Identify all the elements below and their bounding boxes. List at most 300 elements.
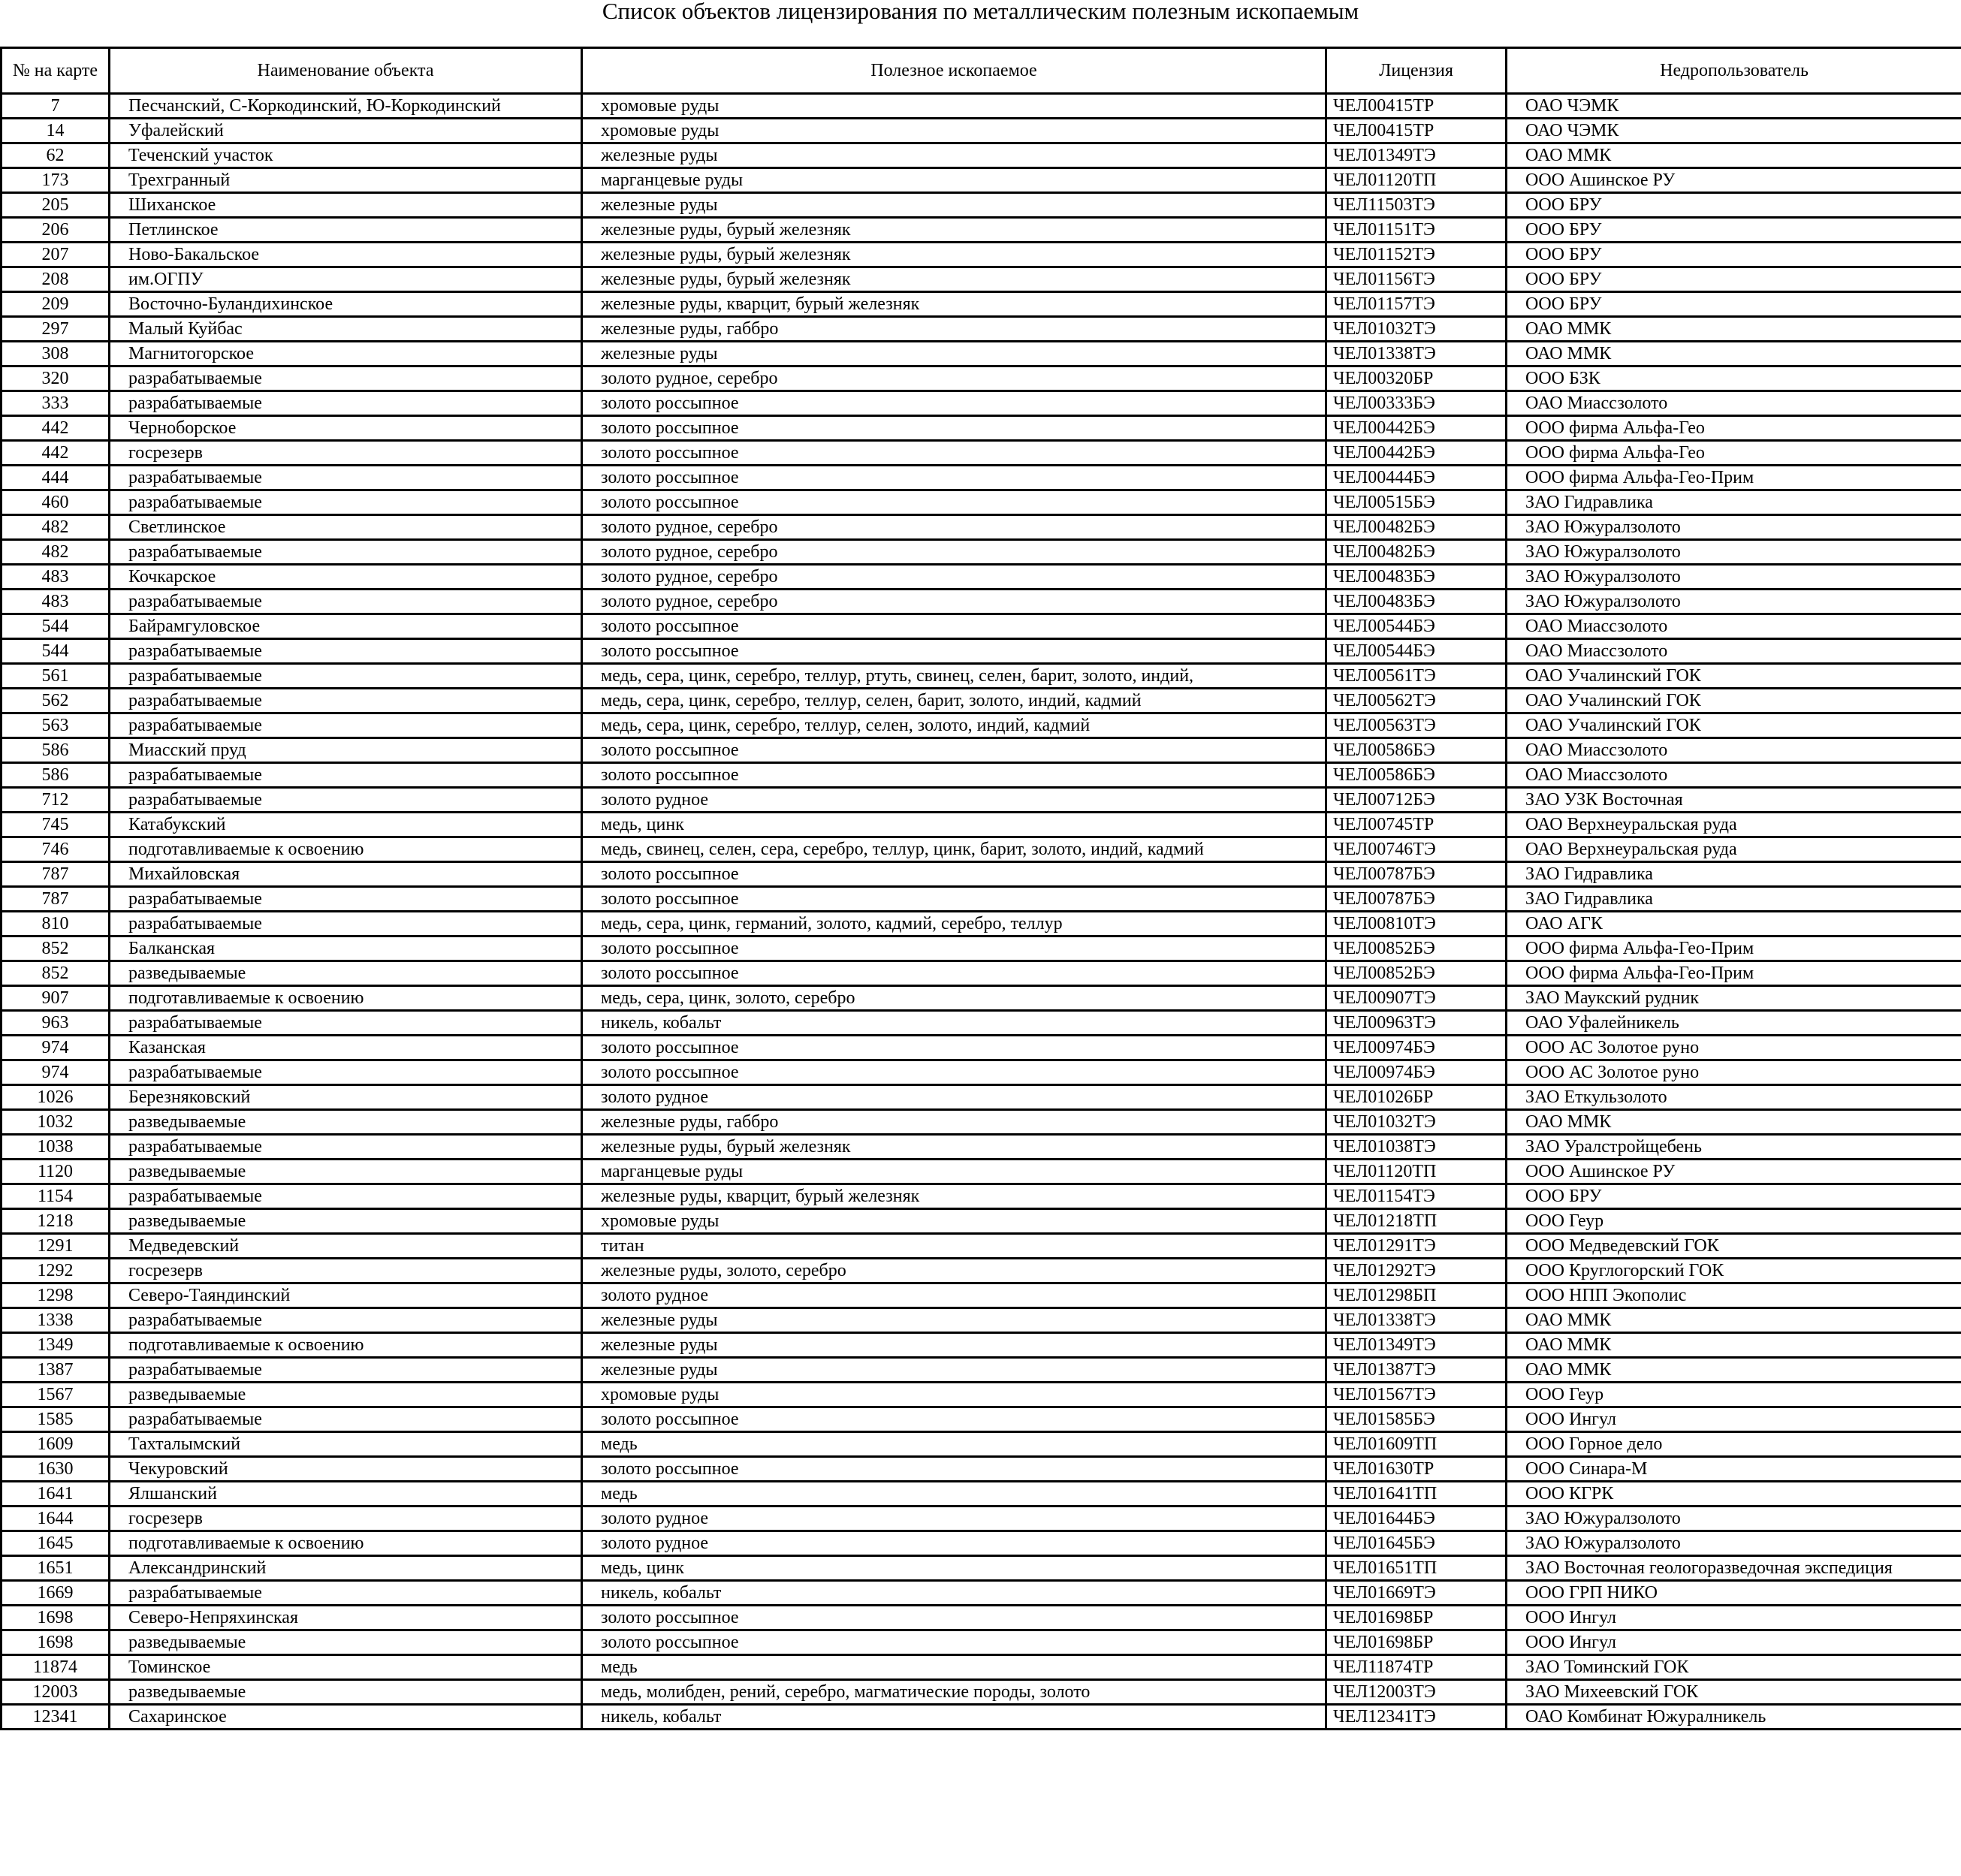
document-title: Список объектов лицензирования по металлическим полезным ископаемым bbox=[602, 0, 1359, 24]
object-name-cell: Малый Куйбас bbox=[110, 317, 582, 342]
license-cell: ЧЕЛ00561ТЭ bbox=[1326, 664, 1507, 689]
map-number-cell: 1026 bbox=[2, 1085, 110, 1110]
object-name-cell: Песчанский, С-Коркодинский, Ю-Коркодинский bbox=[110, 94, 582, 119]
license-cell: ЧЕЛ00483БЭ bbox=[1326, 565, 1507, 590]
mineral-cell: золото россыпное bbox=[582, 738, 1326, 763]
mineral-cell: золото россыпное bbox=[582, 639, 1326, 664]
mineral-cell: золото россыпное bbox=[582, 614, 1326, 639]
object-name-cell: разрабатываемые bbox=[110, 540, 582, 565]
subsoil-user-cell: ЗАО Южуралзолото bbox=[1507, 565, 1961, 590]
table-row bbox=[2, 813, 1961, 837]
mineral-cell: железные руды, бурый железняк bbox=[582, 218, 1326, 243]
header-subsoil-user: Недропользователь bbox=[1507, 48, 1961, 94]
mineral-cell: золото рудное bbox=[582, 1085, 1326, 1110]
license-cell: ЧЕЛ00320БР bbox=[1326, 366, 1507, 391]
license-cell: ЧЕЛ01645БЭ bbox=[1326, 1531, 1507, 1556]
table-row bbox=[2, 1457, 1961, 1482]
subsoil-user-cell: ЗАО Гидравлика bbox=[1507, 490, 1961, 515]
license-cell: ЧЕЛ01032ТЭ bbox=[1326, 1110, 1507, 1135]
table-row bbox=[2, 986, 1961, 1011]
table-row bbox=[2, 1234, 1961, 1259]
mineral-cell: хромовые руды bbox=[582, 119, 1326, 143]
license-cell: ЧЕЛ12003ТЭ bbox=[1326, 1680, 1507, 1705]
map-number-cell: 562 bbox=[2, 689, 110, 713]
object-name-cell: Александринский bbox=[110, 1556, 582, 1581]
subsoil-user-cell: ОАО ММК bbox=[1507, 342, 1961, 366]
table-row bbox=[2, 1184, 1961, 1209]
mineral-cell: железные руды, кварцит, бурый железняк bbox=[582, 292, 1326, 317]
table-row bbox=[2, 912, 1961, 936]
table-row bbox=[2, 590, 1961, 614]
map-number-cell: 787 bbox=[2, 887, 110, 912]
mineral-cell: никель, кобальт bbox=[582, 1705, 1326, 1730]
map-number-cell: 1120 bbox=[2, 1160, 110, 1184]
map-number-cell: 563 bbox=[2, 713, 110, 738]
table-row bbox=[2, 218, 1961, 243]
subsoil-user-cell: ОАО Комбинат Южуралникель bbox=[1507, 1705, 1961, 1730]
object-name-cell: разведываемые bbox=[110, 961, 582, 986]
subsoil-user-cell: ООО ГРП НИКО bbox=[1507, 1581, 1961, 1606]
subsoil-user-cell: ООО фирма Альфа-Гео-Прим bbox=[1507, 936, 1961, 961]
object-name-cell: Шиханское bbox=[110, 193, 582, 218]
subsoil-user-cell: ООО Ингул bbox=[1507, 1407, 1961, 1432]
table-row bbox=[2, 887, 1961, 912]
mineral-cell: золото россыпное bbox=[582, 887, 1326, 912]
license-cell: ЧЕЛ00515БЭ bbox=[1326, 490, 1507, 515]
mineral-cell: золото россыпное bbox=[582, 1407, 1326, 1432]
object-name-cell: разрабатываемые bbox=[110, 1581, 582, 1606]
map-number-cell: 7 bbox=[2, 94, 110, 119]
table-row bbox=[2, 1581, 1961, 1606]
object-name-cell: разрабатываемые bbox=[110, 912, 582, 936]
subsoil-user-cell: ОАО Учалинский ГОК bbox=[1507, 689, 1961, 713]
table-row bbox=[2, 243, 1961, 267]
object-name-cell: разрабатываемые bbox=[110, 1135, 582, 1160]
table-row bbox=[2, 143, 1961, 168]
license-cell: ЧЕЛ01651ТП bbox=[1326, 1556, 1507, 1581]
license-cell: ЧЕЛ01387ТЭ bbox=[1326, 1358, 1507, 1383]
table-row bbox=[2, 1209, 1961, 1234]
object-name-cell: им.ОГПУ bbox=[110, 267, 582, 292]
mineral-cell: титан bbox=[582, 1234, 1326, 1259]
mineral-cell: железные руды, бурый железняк bbox=[582, 243, 1326, 267]
table-row bbox=[2, 416, 1961, 441]
mineral-cell: железные руды, бурый железняк bbox=[582, 267, 1326, 292]
subsoil-user-cell: ОАО Верхнеуральская руда bbox=[1507, 837, 1961, 862]
license-cell: ЧЕЛ00482БЭ bbox=[1326, 515, 1507, 540]
license-cell: ЧЕЛ00442БЭ bbox=[1326, 416, 1507, 441]
subsoil-user-cell: ООО Ашинское РУ bbox=[1507, 168, 1961, 193]
subsoil-user-cell: ООО Синара-М bbox=[1507, 1457, 1961, 1482]
license-cell: ЧЕЛ00444БЭ bbox=[1326, 466, 1507, 490]
license-cell: ЧЕЛ01338ТЭ bbox=[1326, 342, 1507, 366]
mineral-cell: золото рудное bbox=[582, 1283, 1326, 1308]
subsoil-user-cell: ЗАО Южуралзолото bbox=[1507, 590, 1961, 614]
table-row bbox=[2, 1333, 1961, 1358]
mineral-cell: никель, кобальт bbox=[582, 1011, 1326, 1036]
map-number-cell: 712 bbox=[2, 788, 110, 813]
mineral-cell: железные руды bbox=[582, 143, 1326, 168]
map-number-cell: 11874 bbox=[2, 1655, 110, 1680]
subsoil-user-cell: ЗАО Южуралзолото bbox=[1507, 540, 1961, 565]
map-number-cell: 1387 bbox=[2, 1358, 110, 1383]
object-name-cell: подготавливаемые к освоению bbox=[110, 837, 582, 862]
table-row bbox=[2, 1482, 1961, 1507]
subsoil-user-cell: ОАО Учалинский ГОК bbox=[1507, 664, 1961, 689]
license-cell: ЧЕЛ00563ТЭ bbox=[1326, 713, 1507, 738]
subsoil-user-cell: ОАО АГК bbox=[1507, 912, 1961, 936]
object-name-cell: разрабатываемые bbox=[110, 391, 582, 416]
license-cell: ЧЕЛ00482БЭ bbox=[1326, 540, 1507, 565]
mineral-cell: никель, кобальт bbox=[582, 1581, 1326, 1606]
subsoil-user-cell: ООО БРУ bbox=[1507, 267, 1961, 292]
subsoil-user-cell: ОАО Учалинский ГОК bbox=[1507, 713, 1961, 738]
object-name-cell: госрезерв bbox=[110, 1507, 582, 1531]
table-row bbox=[2, 936, 1961, 961]
license-cell: ЧЕЛ01698БР bbox=[1326, 1630, 1507, 1655]
license-cell: ЧЕЛ00544БЭ bbox=[1326, 639, 1507, 664]
object-name-cell: Восточно-Буландихинское bbox=[110, 292, 582, 317]
object-name-cell: разрабатываемые bbox=[110, 713, 582, 738]
object-name-cell: разрабатываемые bbox=[110, 763, 582, 788]
mineral-cell: марганцевые руды bbox=[582, 1160, 1326, 1184]
table-row bbox=[2, 490, 1961, 515]
table-row bbox=[2, 1036, 1961, 1060]
license-cell: ЧЕЛ00974БЭ bbox=[1326, 1036, 1507, 1060]
subsoil-user-cell: ОАО Уфалейникель bbox=[1507, 1011, 1961, 1036]
mineral-cell: золото россыпное bbox=[582, 441, 1326, 466]
license-cell: ЧЕЛ00415ТР bbox=[1326, 94, 1507, 119]
subsoil-user-cell: ЗАО Томинский ГОК bbox=[1507, 1655, 1961, 1680]
license-cell: ЧЕЛ11503ТЭ bbox=[1326, 193, 1507, 218]
subsoil-user-cell: ООО БРУ bbox=[1507, 193, 1961, 218]
map-number-cell: 852 bbox=[2, 936, 110, 961]
table-row bbox=[2, 193, 1961, 218]
object-name-cell: разрабатываемые bbox=[110, 490, 582, 515]
map-number-cell: 205 bbox=[2, 193, 110, 218]
mineral-cell: медь bbox=[582, 1482, 1326, 1507]
license-cell: ЧЕЛ01218ТП bbox=[1326, 1209, 1507, 1234]
license-cell: ЧЕЛ11874ТР bbox=[1326, 1655, 1507, 1680]
mineral-cell: медь, сера, цинк, серебро, теллур, селен, барит, золото, индий, кадмий bbox=[582, 689, 1326, 713]
map-number-cell: 586 bbox=[2, 763, 110, 788]
map-number-cell: 1698 bbox=[2, 1606, 110, 1630]
map-number-cell: 482 bbox=[2, 540, 110, 565]
license-cell: ЧЕЛ01026БР bbox=[1326, 1085, 1507, 1110]
object-name-cell: разрабатываемые bbox=[110, 1358, 582, 1383]
license-cell: ЧЕЛ01338ТЭ bbox=[1326, 1308, 1507, 1333]
object-name-cell: разведываемые bbox=[110, 1383, 582, 1407]
mineral-cell: медь, молибден, рений, серебро, магматические породы, золото bbox=[582, 1680, 1326, 1705]
table-row bbox=[2, 1011, 1961, 1036]
subsoil-user-cell: ЗАО Южуралзолото bbox=[1507, 515, 1961, 540]
subsoil-user-cell: ООО КГРК bbox=[1507, 1482, 1961, 1507]
table-row bbox=[2, 1432, 1961, 1457]
object-name-cell: Миасский пруд bbox=[110, 738, 582, 763]
license-table bbox=[0, 47, 1961, 1730]
mineral-cell: золото рудное, серебро bbox=[582, 366, 1326, 391]
map-number-cell: 746 bbox=[2, 837, 110, 862]
subsoil-user-cell: ООО БРУ bbox=[1507, 1184, 1961, 1209]
object-name-cell: разрабатываемые bbox=[110, 1011, 582, 1036]
map-number-cell: 963 bbox=[2, 1011, 110, 1036]
mineral-cell: хромовые руды bbox=[582, 1383, 1326, 1407]
license-cell: ЧЕЛ01032ТЭ bbox=[1326, 317, 1507, 342]
subsoil-user-cell: ООО Горное дело bbox=[1507, 1432, 1961, 1457]
map-number-cell: 974 bbox=[2, 1060, 110, 1085]
mineral-cell: медь, сера, цинк, серебро, теллур, ртуть, свинец, селен, барит, золото, индий, bbox=[582, 664, 1326, 689]
mineral-cell: золото рудное bbox=[582, 788, 1326, 813]
map-number-cell: 1698 bbox=[2, 1630, 110, 1655]
object-name-cell: Теченский участок bbox=[110, 143, 582, 168]
license-cell: ЧЕЛ01349ТЭ bbox=[1326, 143, 1507, 168]
subsoil-user-cell: ОАО ЧЭМК bbox=[1507, 94, 1961, 119]
map-number-cell: 1609 bbox=[2, 1432, 110, 1457]
license-cell: ЧЕЛ01292ТЭ bbox=[1326, 1259, 1507, 1283]
subsoil-user-cell: ОАО ММК bbox=[1507, 1333, 1961, 1358]
table-row bbox=[2, 763, 1961, 788]
table-row bbox=[2, 1308, 1961, 1333]
object-name-cell: Черноборское bbox=[110, 416, 582, 441]
subsoil-user-cell: ОАО ММК bbox=[1507, 143, 1961, 168]
map-number-cell: 974 bbox=[2, 1036, 110, 1060]
subsoil-user-cell: ООО Геур bbox=[1507, 1383, 1961, 1407]
license-cell: ЧЕЛ00974БЭ bbox=[1326, 1060, 1507, 1085]
license-cell: ЧЕЛ01567ТЭ bbox=[1326, 1383, 1507, 1407]
table-row bbox=[2, 94, 1961, 119]
subsoil-user-cell: ООО фирма Альфа-Гео-Прим bbox=[1507, 961, 1961, 986]
map-number-cell: 1644 bbox=[2, 1507, 110, 1531]
object-name-cell: разведываемые bbox=[110, 1630, 582, 1655]
subsoil-user-cell: ЗАО Михеевский ГОК bbox=[1507, 1680, 1961, 1705]
subsoil-user-cell: ОАО ММК bbox=[1507, 317, 1961, 342]
map-number-cell: 1567 bbox=[2, 1383, 110, 1407]
object-name-cell: Светлинское bbox=[110, 515, 582, 540]
object-name-cell: разрабатываемые bbox=[110, 639, 582, 664]
subsoil-user-cell: ООО АС Золотое руно bbox=[1507, 1036, 1961, 1060]
license-cell: ЧЕЛ00963ТЭ bbox=[1326, 1011, 1507, 1036]
subsoil-user-cell: ЗАО Гидравлика bbox=[1507, 887, 1961, 912]
subsoil-user-cell: ОАО Миассзолото bbox=[1507, 639, 1961, 664]
mineral-cell: золото россыпное bbox=[582, 763, 1326, 788]
object-name-cell: Чекуровский bbox=[110, 1457, 582, 1482]
object-name-cell: подготавливаемые к освоению bbox=[110, 986, 582, 1011]
table-row bbox=[2, 391, 1961, 416]
subsoil-user-cell: ЗАО Восточная геологоразведочная экспедиция bbox=[1507, 1556, 1961, 1581]
map-number-cell: 810 bbox=[2, 912, 110, 936]
license-cell: ЧЕЛ01630ТР bbox=[1326, 1457, 1507, 1482]
subsoil-user-cell: ООО БРУ bbox=[1507, 243, 1961, 267]
table-row bbox=[2, 639, 1961, 664]
table-row bbox=[2, 1556, 1961, 1581]
mineral-cell: золото россыпное bbox=[582, 466, 1326, 490]
map-number-cell: 787 bbox=[2, 862, 110, 887]
object-name-cell: разрабатываемые bbox=[110, 590, 582, 614]
license-cell: ЧЕЛ00586БЭ bbox=[1326, 763, 1507, 788]
object-name-cell: Петлинское bbox=[110, 218, 582, 243]
object-name-cell: разрабатываемые bbox=[110, 1308, 582, 1333]
object-name-cell: Кочкарское bbox=[110, 565, 582, 590]
table-row bbox=[2, 1135, 1961, 1160]
mineral-cell: золото рудное bbox=[582, 1531, 1326, 1556]
object-name-cell: подготавливаемые к освоению bbox=[110, 1531, 582, 1556]
mineral-cell: медь, цинк bbox=[582, 1556, 1326, 1581]
table-row bbox=[2, 614, 1961, 639]
object-name-cell: Северо-Непряхинская bbox=[110, 1606, 582, 1630]
subsoil-user-cell: ОАО ММК bbox=[1507, 1358, 1961, 1383]
mineral-cell: золото россыпное bbox=[582, 1630, 1326, 1655]
table-row bbox=[2, 366, 1961, 391]
subsoil-user-cell: ООО фирма Альфа-Гео bbox=[1507, 441, 1961, 466]
table-row bbox=[2, 1358, 1961, 1383]
subsoil-user-cell: ЗАО Уралстройщебень bbox=[1507, 1135, 1961, 1160]
object-name-cell: Михайловская bbox=[110, 862, 582, 887]
license-cell: ЧЕЛ00562ТЭ bbox=[1326, 689, 1507, 713]
object-name-cell: Магнитогорское bbox=[110, 342, 582, 366]
map-number-cell: 1641 bbox=[2, 1482, 110, 1507]
table-row bbox=[2, 267, 1961, 292]
license-cell: ЧЕЛ01698БР bbox=[1326, 1606, 1507, 1630]
object-name-cell: Трехгранный bbox=[110, 168, 582, 193]
subsoil-user-cell: ЗАО Южуралзолото bbox=[1507, 1531, 1961, 1556]
table-row bbox=[2, 1160, 1961, 1184]
object-name-cell: разведываемые bbox=[110, 1160, 582, 1184]
license-cell: ЧЕЛ00907ТЭ bbox=[1326, 986, 1507, 1011]
license-cell: ЧЕЛ01154ТЭ bbox=[1326, 1184, 1507, 1209]
table-row bbox=[2, 664, 1961, 689]
map-number-cell: 442 bbox=[2, 416, 110, 441]
mineral-cell: железные руды bbox=[582, 1358, 1326, 1383]
mineral-cell: золото россыпное bbox=[582, 1060, 1326, 1085]
license-cell: ЧЕЛ01644БЭ bbox=[1326, 1507, 1507, 1531]
mineral-cell: золото рудное, серебро bbox=[582, 540, 1326, 565]
subsoil-user-cell: ООО АС Золотое руно bbox=[1507, 1060, 1961, 1085]
license-cell: ЧЕЛ00852БЭ bbox=[1326, 961, 1507, 986]
subsoil-user-cell: ООО Медведевский ГОК bbox=[1507, 1234, 1961, 1259]
mineral-cell: золото россыпное bbox=[582, 1457, 1326, 1482]
mineral-cell: железные руды, габбро bbox=[582, 1110, 1326, 1135]
mineral-cell: железные руды, бурый железняк bbox=[582, 1135, 1326, 1160]
table-row bbox=[2, 466, 1961, 490]
mineral-cell: железные руды bbox=[582, 342, 1326, 366]
map-number-cell: 206 bbox=[2, 218, 110, 243]
license-cell: ЧЕЛ01291ТЭ bbox=[1326, 1234, 1507, 1259]
map-number-cell: 1645 bbox=[2, 1531, 110, 1556]
mineral-cell: железные руды bbox=[582, 1308, 1326, 1333]
mineral-cell: золото рудное, серебро bbox=[582, 590, 1326, 614]
license-cell: ЧЕЛ01157ТЭ bbox=[1326, 292, 1507, 317]
license-cell: ЧЕЛ00712БЭ bbox=[1326, 788, 1507, 813]
mineral-cell: железные руды, кварцит, бурый железняк bbox=[582, 1184, 1326, 1209]
map-number-cell: 745 bbox=[2, 813, 110, 837]
license-cell: ЧЕЛ00483БЭ bbox=[1326, 590, 1507, 614]
map-number-cell: 1038 bbox=[2, 1135, 110, 1160]
table-row bbox=[2, 168, 1961, 193]
license-cell: ЧЕЛ01156ТЭ bbox=[1326, 267, 1507, 292]
map-number-cell: 320 bbox=[2, 366, 110, 391]
object-name-cell: разрабатываемые bbox=[110, 689, 582, 713]
license-cell: ЧЕЛ01641ТП bbox=[1326, 1482, 1507, 1507]
license-cell: ЧЕЛ00586БЭ bbox=[1326, 738, 1507, 763]
object-name-cell: Балканская bbox=[110, 936, 582, 961]
object-name-cell: госрезерв bbox=[110, 441, 582, 466]
table-row bbox=[2, 1680, 1961, 1705]
mineral-cell: золото россыпное bbox=[582, 936, 1326, 961]
map-number-cell: 333 bbox=[2, 391, 110, 416]
mineral-cell: медь, свинец, селен, сера, серебро, теллур, цинк, барит, золото, индий, кадмий bbox=[582, 837, 1326, 862]
header-mineral: Полезное ископаемое bbox=[582, 48, 1326, 94]
license-cell: ЧЕЛ00746ТЭ bbox=[1326, 837, 1507, 862]
subsoil-user-cell: ООО Ашинское РУ bbox=[1507, 1160, 1961, 1184]
table-body bbox=[2, 94, 1961, 1730]
map-number-cell: 308 bbox=[2, 342, 110, 366]
subsoil-user-cell: ОАО ЧЭМК bbox=[1507, 119, 1961, 143]
map-number-cell: 444 bbox=[2, 466, 110, 490]
object-name-cell: разрабатываемые bbox=[110, 466, 582, 490]
map-number-cell: 1349 bbox=[2, 1333, 110, 1358]
subsoil-user-cell: ОАО ММК bbox=[1507, 1308, 1961, 1333]
mineral-cell: медь, сера, цинк, золото, серебро bbox=[582, 986, 1326, 1011]
table-row bbox=[2, 1705, 1961, 1730]
map-number-cell: 1032 bbox=[2, 1110, 110, 1135]
map-number-cell: 173 bbox=[2, 168, 110, 193]
license-cell: ЧЕЛ01585БЭ bbox=[1326, 1407, 1507, 1432]
license-cell: ЧЕЛ01120ТП bbox=[1326, 1160, 1507, 1184]
object-name-cell: подготавливаемые к освоению bbox=[110, 1333, 582, 1358]
table-row bbox=[2, 862, 1961, 887]
mineral-cell: медь, сера, цинк, германий, золото, кадмий, серебро, теллур bbox=[582, 912, 1326, 936]
map-number-cell: 1585 bbox=[2, 1407, 110, 1432]
map-number-cell: 208 bbox=[2, 267, 110, 292]
object-name-cell: Байрамгуловское bbox=[110, 614, 582, 639]
map-number-cell: 1338 bbox=[2, 1308, 110, 1333]
map-number-cell: 460 bbox=[2, 490, 110, 515]
table-row bbox=[2, 1606, 1961, 1630]
map-number-cell: 1218 bbox=[2, 1209, 110, 1234]
table-row bbox=[2, 565, 1961, 590]
map-number-cell: 544 bbox=[2, 639, 110, 664]
license-cell: ЧЕЛ00787БЭ bbox=[1326, 862, 1507, 887]
object-name-cell: Казанская bbox=[110, 1036, 582, 1060]
table-row bbox=[2, 342, 1961, 366]
object-name-cell: Березняковский bbox=[110, 1085, 582, 1110]
license-cell: ЧЕЛ01120ТП bbox=[1326, 168, 1507, 193]
mineral-cell: железные руды, габбро bbox=[582, 317, 1326, 342]
license-cell: ЧЕЛ01669ТЭ bbox=[1326, 1581, 1507, 1606]
object-name-cell: разрабатываемые bbox=[110, 664, 582, 689]
mineral-cell: золото россыпное bbox=[582, 391, 1326, 416]
license-cell: ЧЕЛ01609ТП bbox=[1326, 1432, 1507, 1457]
subsoil-user-cell: ОАО ММК bbox=[1507, 1110, 1961, 1135]
mineral-cell: золото россыпное bbox=[582, 961, 1326, 986]
subsoil-user-cell: ООО НПП Экополис bbox=[1507, 1283, 1961, 1308]
mineral-cell: хромовые руды bbox=[582, 94, 1326, 119]
subsoil-user-cell: ОАО Верхнеуральская руда bbox=[1507, 813, 1961, 837]
mineral-cell: железные руды bbox=[582, 1333, 1326, 1358]
map-number-cell: 1298 bbox=[2, 1283, 110, 1308]
subsoil-user-cell: ООО фирма Альфа-Гео bbox=[1507, 416, 1961, 441]
table-row bbox=[2, 1060, 1961, 1085]
license-cell: ЧЕЛ00415ТР bbox=[1326, 119, 1507, 143]
map-number-cell: 586 bbox=[2, 738, 110, 763]
subsoil-user-cell: ООО БЗК bbox=[1507, 366, 1961, 391]
license-cell: ЧЕЛ00787БЭ bbox=[1326, 887, 1507, 912]
table-header-row bbox=[2, 48, 1961, 94]
license-cell: ЧЕЛ00810ТЭ bbox=[1326, 912, 1507, 936]
map-number-cell: 62 bbox=[2, 143, 110, 168]
table-row bbox=[2, 1407, 1961, 1432]
subsoil-user-cell: ООО Ингул bbox=[1507, 1606, 1961, 1630]
